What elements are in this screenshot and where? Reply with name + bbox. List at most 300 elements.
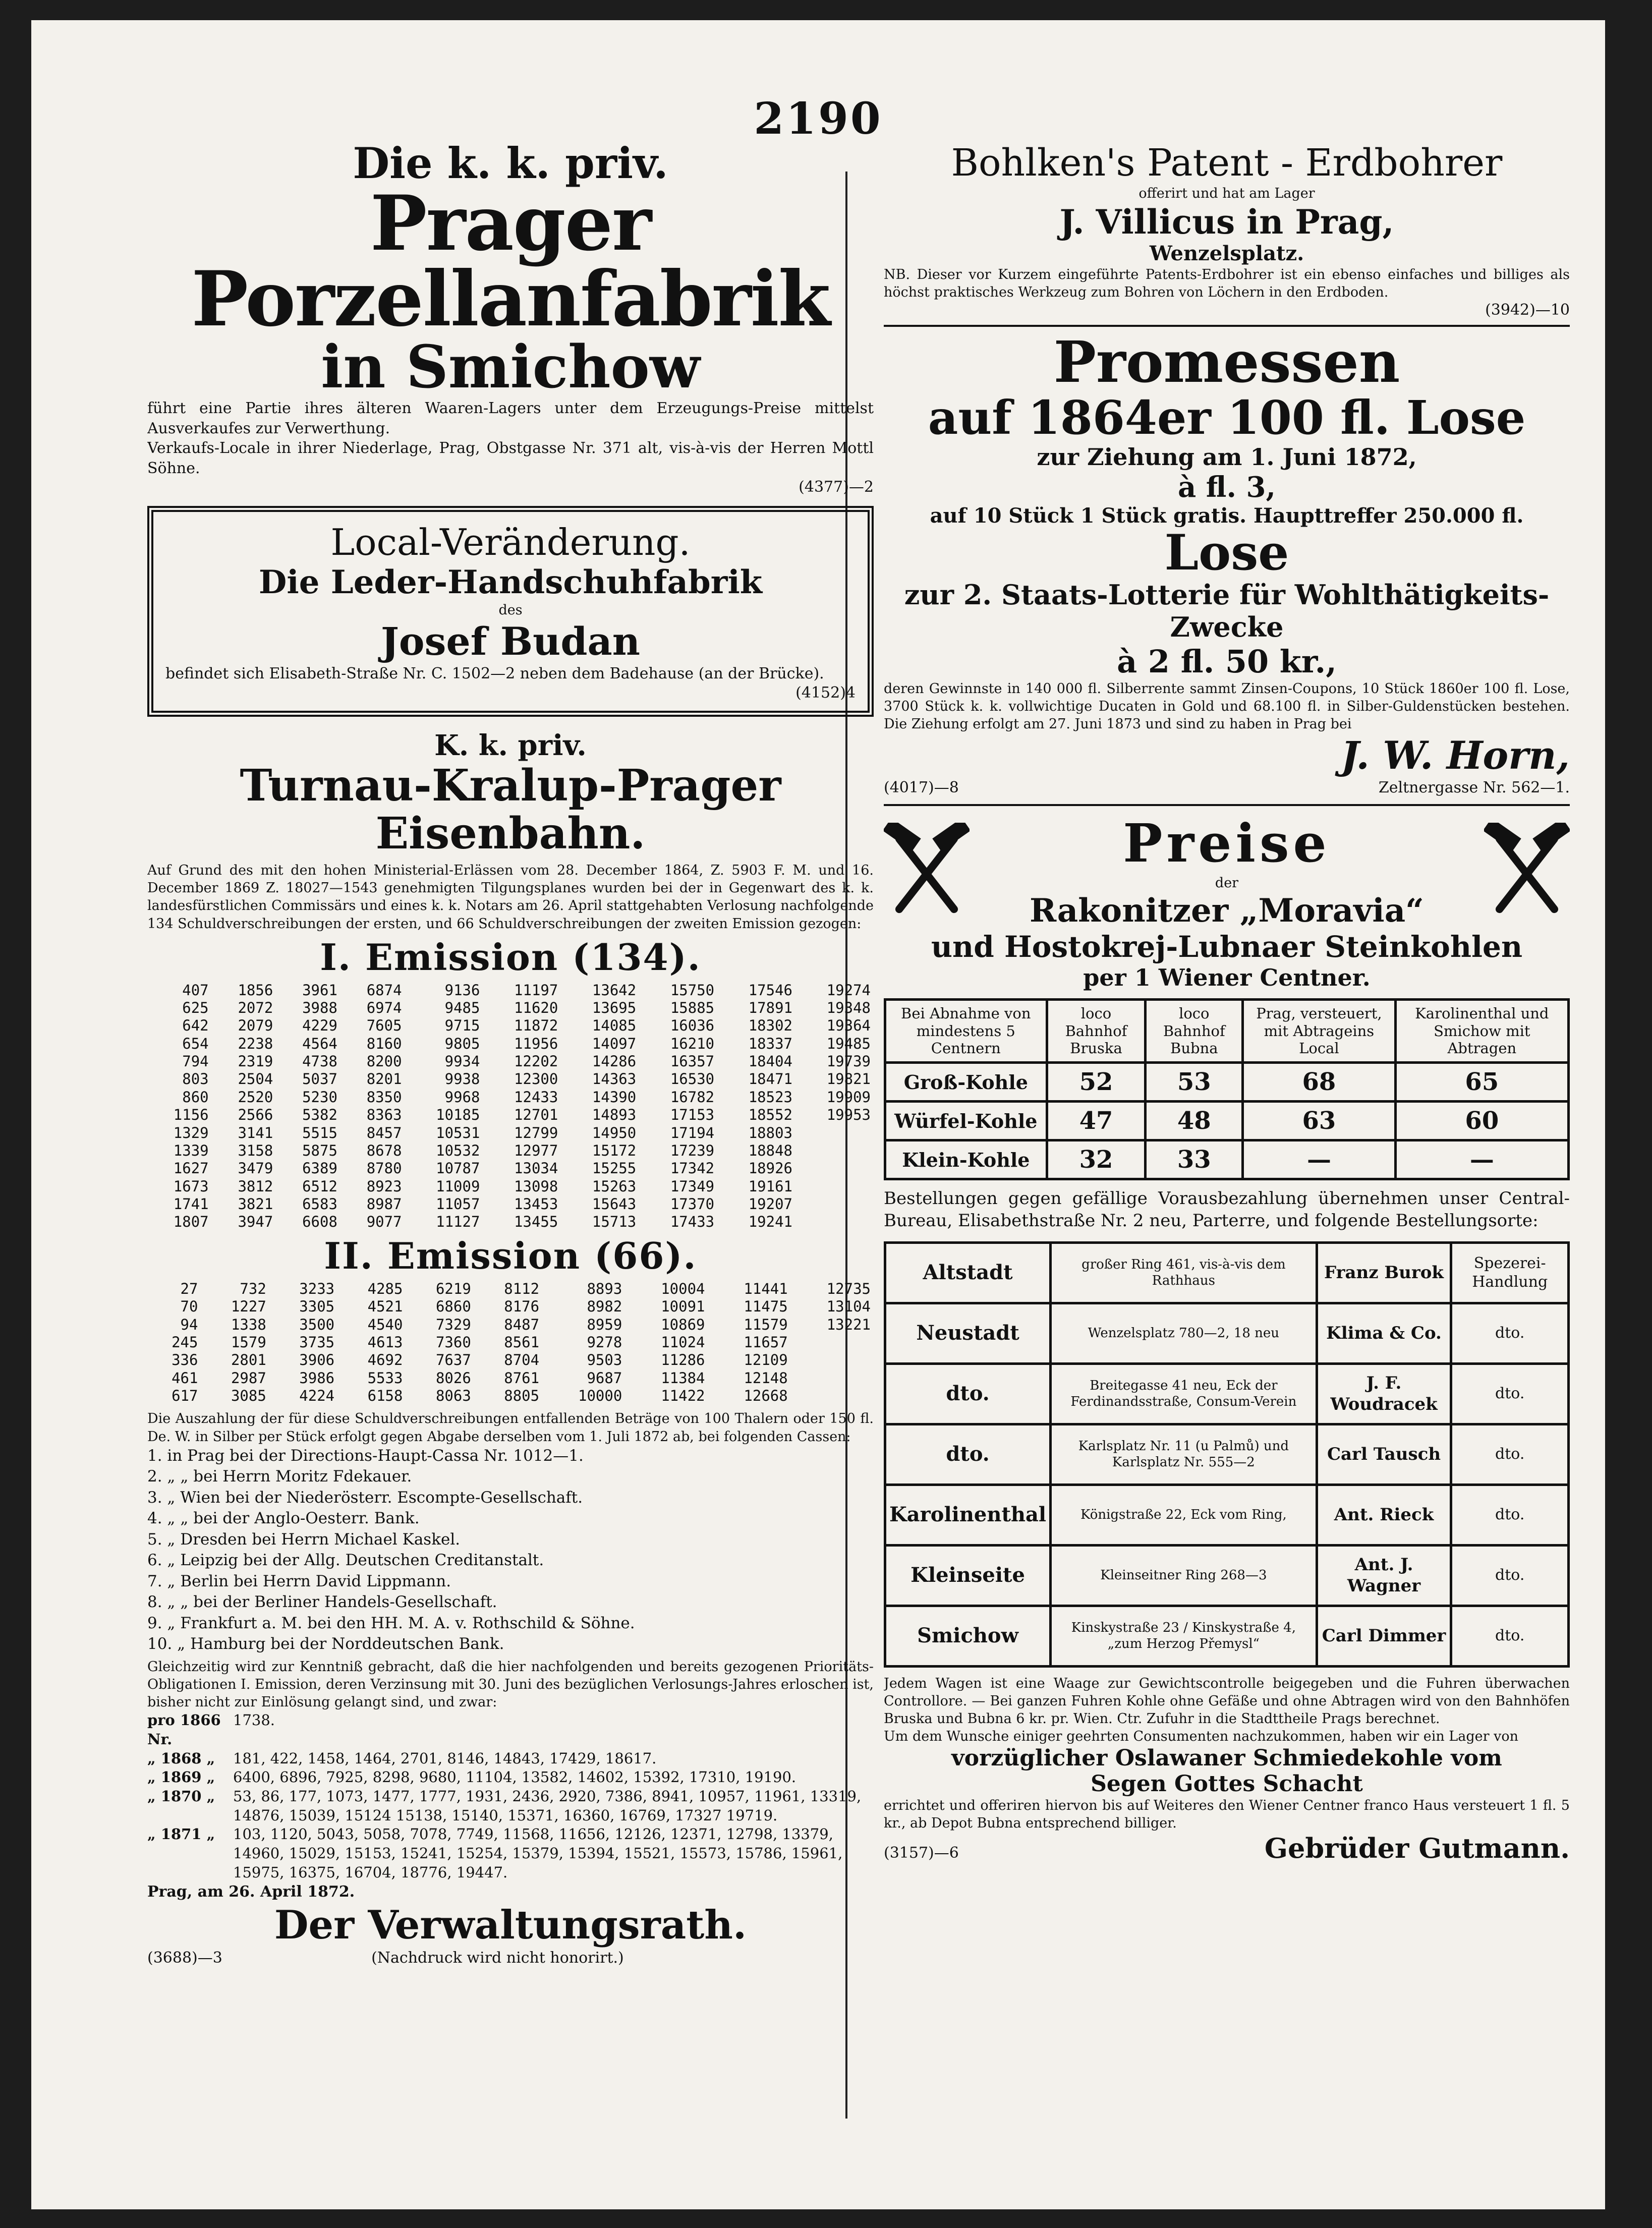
number-cell: 12799 [514, 1124, 558, 1141]
number-row [147, 1160, 874, 1177]
ad-kohle-title: Preise [1123, 812, 1331, 874]
number-cell: 860 [182, 1088, 209, 1106]
ad-eisenbahn-title: Turnau-Kralup-Prager Eisenbahn. [240, 760, 781, 859]
ad-budan-line1: Local-Veränderung. [330, 521, 691, 564]
number-cell: 18523 [748, 1088, 793, 1106]
number-cell: 11422 [661, 1387, 705, 1405]
number-cell: 18803 [748, 1124, 793, 1141]
number-row [147, 1369, 874, 1387]
coal-header-cell: loco Bahnhof Bruska [1047, 999, 1146, 1062]
number-cell: 8959 [587, 1316, 622, 1333]
number-cell: 14390 [592, 1088, 637, 1106]
coal-type: Würfel-Kohle [885, 1102, 1047, 1140]
depot-district: Smichow [885, 1606, 1051, 1666]
number-cell: 14097 [592, 1035, 637, 1052]
year-row [147, 1768, 874, 1787]
ad-porzellan-place: in Smichow [321, 333, 700, 402]
emission2-title: II. Emission (66). [324, 1234, 697, 1277]
number-cell: 15750 [670, 981, 715, 999]
year-numbers: 103, 1120, 5043, 5058, 7078, 7749, 11568, 11656, 12126, 12371, 12798, 13379, 14960, 15029, 15153, 15241, 15254, 15379, 15394, 15521, 15573, 15786, 15961, 15975, 16375, 16704, 18776, 19447. [233, 1825, 843, 1881]
depot-row [885, 1606, 1569, 1666]
depot-district: dto. [885, 1363, 1051, 1424]
depot-address: Karlsplatz Nr. 11 (u Palmů) und Karlsplatz Nr. 555—2 [1051, 1424, 1317, 1484]
depot-merchant: Ant. J. Wagner [1317, 1545, 1451, 1606]
number-row [147, 982, 874, 999]
coal-price: 53 [1146, 1063, 1243, 1102]
ad-erdbohrer-ref: (3942)—10 [1485, 301, 1570, 319]
depot-row [885, 1363, 1569, 1424]
ad-porzellan-line1: Die k. k. priv. [353, 141, 668, 188]
ad-promessen-ref: (4017)—8 [884, 779, 959, 797]
number-cell: 3305 [299, 1298, 335, 1316]
number-cell: 617 [172, 1387, 198, 1405]
payment-text: Die Auszahlung der für diese Schuldverschreibungen entfallenden Beträge von 100 Thalern oder 150 fl. De. W. in Silber per Stück erfolgt gegen Abgabe derselben vom 1. Juli 1872 ab, bei folgenden Cassen: [147, 1411, 874, 1445]
ad-promessen-line3: zur Ziehung am 1. Juni 1872, [1037, 443, 1417, 471]
number-cell: 19953 [826, 1106, 871, 1124]
years-list [147, 1711, 874, 1882]
coal-type: Groß-Kohle [885, 1063, 1047, 1102]
number-cell: 4285 [367, 1280, 403, 1297]
year-label: „ 1871 „ [147, 1825, 215, 1843]
ad-eisenbahn-intro: Auf Grund des mit den hohen Ministerial-Erlässen vom 28. December 1864, Z. 5903 F. M. und 16. December 1869 Z. 18027—1543 genehmigten Tilgungsplanes wurden bei der in Gegenwart des k. k. landesfürstlichen Commissärs und eines k. k. Notars am 26. April stattgehabten Verlosung nachfolgende 134 Schuldverschreibungen der ersten, und 66 Schuldverschreibungen der zweiten Emission gezogen: [147, 863, 874, 932]
ad-promessen-line5: auf 10 Stück 1 Stück gratis. Haupttreffer 250.000 fl. [930, 504, 1524, 528]
crossed-hammers-icon [1484, 823, 1570, 919]
number-cell: 9934 [444, 1053, 480, 1070]
number-cell: 3141 [238, 1124, 273, 1141]
depot-type: dto. [1451, 1363, 1569, 1424]
depot-district: Neustadt [885, 1303, 1051, 1363]
depot-address: Wenzelsplatz 780—2, 18 neu [1051, 1303, 1317, 1363]
coal-type: Klein-Kohle [885, 1140, 1047, 1179]
year-numbers: 181, 422, 1458, 1464, 2701, 8146, 14843, 17429, 18617. [233, 1749, 657, 1767]
number-cell: 2987 [231, 1369, 266, 1387]
number-cell: 2566 [238, 1106, 273, 1124]
rule [884, 804, 1570, 806]
ad-promessen-line8: à 2 fl. 50 kr., [1117, 643, 1337, 680]
depot-type: dto. [1451, 1484, 1569, 1545]
number-cell: 1579 [231, 1333, 266, 1351]
number-cell: 3961 [302, 981, 337, 999]
cassa-item: 10. „ Hamburg bei der Norddeutschen Bank. [147, 1635, 504, 1653]
number-cell: 11127 [436, 1213, 480, 1231]
number-cell: 11057 [436, 1195, 480, 1213]
ad-kohle-line6: Segen Gottes Schacht [1091, 1770, 1363, 1797]
number-cell: 625 [182, 999, 209, 1016]
number-cell: 10091 [661, 1298, 705, 1316]
depot-district: Altstadt [885, 1242, 1051, 1303]
number-cell: 7329 [435, 1316, 471, 1333]
ad-kohle-ref: (3157)—6 [884, 1844, 959, 1862]
prior-text: Gleichzeitig wird zur Kenntniß gebracht, daß die hier nachfolgenden und bereits gezogenen Prioritäts-Obligationen I. Emission, deren Verzinsung mit 30. Juni des bezüglichen Verlosungs-Jahres erloschen ist, bisher nicht zur Einlösung gelangt sind, und zwar: [147, 1659, 874, 1710]
number-cell: 2319 [238, 1053, 273, 1070]
depot-merchant: Franz Burok [1317, 1242, 1451, 1303]
number-cell: 9503 [587, 1351, 622, 1369]
number-cell: 1673 [173, 1177, 209, 1195]
number-cell: 5875 [302, 1141, 337, 1159]
number-cell: 1807 [173, 1213, 209, 1231]
ad-promessen-name: J. W. Horn, [1341, 733, 1570, 778]
number-cell: 13453 [514, 1195, 558, 1213]
number-cell: 8982 [587, 1298, 622, 1316]
number-cell: 9485 [444, 999, 480, 1016]
signature: Der Verwaltungsrath. [274, 1902, 747, 1949]
number-cell [795, 1213, 874, 1231]
number-cell: 654 [182, 1035, 209, 1052]
ad-erdbohrer-name: J. Villicus in Prag, [1059, 202, 1394, 242]
number-cell: 5037 [302, 1070, 337, 1088]
coal-header-cell: Prag, versteuert, mit Abtrageins Local [1243, 999, 1395, 1062]
year-label: „ 1868 „ [147, 1749, 215, 1767]
number-cell: 8350 [366, 1088, 402, 1106]
number-cell: 17891 [748, 999, 793, 1016]
number-row [147, 1280, 874, 1298]
number-cell: 732 [240, 1280, 266, 1297]
coal-price: 33 [1146, 1140, 1243, 1179]
number-cell: 10185 [436, 1106, 480, 1124]
number-cell: 18302 [748, 1017, 793, 1035]
number-cell: 13104 [826, 1298, 871, 1316]
number-row [147, 1298, 874, 1316]
ad-porzellan-body: führt eine Partie ihres älteren Waaren-Lagers unter dem Erzeugungs-Preise mittelst Ausverkaufes zur Verwerthung. [147, 399, 874, 437]
ad-erdbohrer-title: Bohlken's Patent - Erdbohrer [951, 141, 1503, 185]
number-cell [795, 1160, 874, 1177]
cassa-item: 2. „ „ bei Herrn Moritz Fdekauer. [147, 1467, 412, 1486]
ad-porzellan-title: Prager Porzellanfabrik [191, 179, 830, 344]
number-row [147, 1195, 874, 1213]
number-cell: 18337 [748, 1035, 793, 1052]
number-cell [791, 1351, 874, 1369]
number-cell: 6512 [302, 1177, 337, 1195]
number-cell: 8026 [435, 1369, 471, 1387]
ad-erdbohrer-sub: offerirt und hat am Lager [1138, 186, 1315, 201]
number-cell: 15255 [592, 1160, 637, 1177]
number-cell: 11579 [744, 1316, 788, 1333]
number-cell: 6389 [302, 1160, 337, 1177]
rule [884, 325, 1570, 327]
number-cell: 3085 [231, 1387, 266, 1405]
number-cell: 4613 [367, 1333, 403, 1351]
number-cell: 11024 [661, 1333, 705, 1351]
cassa-item: 1. in Prag bei der Directions-Haupt-Cassa Nr. 1012—1. [147, 1446, 584, 1465]
number-cell [795, 1142, 874, 1160]
right-column [884, 141, 1570, 2174]
number-cell: 17194 [670, 1124, 715, 1141]
number-row [147, 1089, 874, 1106]
number-cell: 19274 [826, 981, 871, 999]
ad-budan-box [147, 506, 874, 717]
ad-kohle-line3: und Hostokrej-Lubnaer Steinkohlen [931, 929, 1523, 964]
depot-district: Kleinseite [885, 1545, 1051, 1606]
number-cell: 11384 [661, 1369, 705, 1387]
number-row [147, 1387, 874, 1405]
number-row [147, 1106, 874, 1124]
coal-price: — [1395, 1140, 1568, 1179]
number-cell: 4521 [367, 1298, 403, 1316]
page-number: 2190 [754, 93, 883, 144]
number-cell: 4738 [302, 1053, 337, 1070]
newspaper-page [31, 20, 1605, 2209]
number-cell: 3735 [299, 1333, 335, 1351]
number-cell: 15643 [592, 1195, 637, 1213]
cassa-item: 9. „ Frankfurt a. M. bei den HH. M. A. v. Rothschild & Söhne. [147, 1614, 635, 1632]
number-cell: 3158 [238, 1141, 273, 1159]
coal-price: — [1243, 1140, 1395, 1179]
number-cell: 14893 [592, 1106, 637, 1124]
number-cell: 17546 [748, 981, 793, 999]
number-cell: 16530 [670, 1070, 715, 1088]
number-cell: 2520 [238, 1088, 273, 1106]
ad-eisenbahn-ref: (3688)—3 [147, 1949, 222, 1967]
ad-eisenbahn [147, 729, 874, 1968]
number-cell: 19821 [826, 1070, 871, 1088]
number-cell: 1339 [173, 1141, 209, 1159]
ad-kohle-note1: Jedem Wagen ist eine Waage zur Gewichtscontrolle beigegeben und die Fuhren überwachen Controllore. — Bei ganzen Fuhren Kohle ohne Gefäße und ohne Abtragen wird von den Bahnhöfen Bruska und Bubna 6 kr. pr. Wien. Ctr. Zufuhr in die Stadttheile Prags berechnet. [884, 1675, 1570, 1727]
depot-merchant: Carl Dimmer [1317, 1606, 1451, 1666]
ad-erdbohrer [884, 141, 1570, 319]
year-row [147, 1749, 874, 1768]
number-cell: 6860 [435, 1298, 471, 1316]
number-cell: 3479 [238, 1160, 273, 1177]
coal-row [885, 1063, 1569, 1102]
number-cell: 15713 [592, 1213, 637, 1231]
number-cell: 13034 [514, 1160, 558, 1177]
number-cell: 11475 [744, 1298, 788, 1316]
number-cell [791, 1334, 874, 1351]
coal-price: 68 [1243, 1063, 1395, 1102]
ad-kohle-header [884, 812, 1570, 930]
number-cell: 14950 [592, 1124, 637, 1141]
number-cell: 19909 [826, 1088, 871, 1106]
ad-promessen-addr: Zeltnergasse Nr. 562—1. [1378, 779, 1570, 797]
number-cell: 17342 [670, 1160, 715, 1177]
number-cell: 2801 [231, 1351, 266, 1369]
ad-kohle-order: Bestellungen gegen gefällige Vorausbezahlung übernehmen unser Central-Bureau, Elisabethstraße Nr. 2 neu, Parterre, und folgende Bestellungsorte: [884, 1188, 1570, 1231]
number-cell: 19364 [826, 1017, 871, 1035]
coal-header-cell: Bei Abnahme von mindestens 5 Centnern [885, 999, 1047, 1062]
ad-budan-body: befindet sich Elisabeth-Straße Nr. C. 1502—2 neben dem Badehause (an der Brücke). [165, 665, 824, 683]
year-numbers: 1738. [233, 1711, 275, 1729]
number-cell: 5533 [367, 1369, 403, 1387]
number-cell: 12202 [514, 1053, 558, 1070]
coal-price-table [884, 998, 1570, 1180]
depot-row [885, 1242, 1569, 1303]
number-cell: 4692 [367, 1351, 403, 1369]
number-cell: 9938 [444, 1070, 480, 1088]
number-cell: 70 [180, 1298, 198, 1316]
depot-address: großer Ring 461, vis-à-vis dem Rathhaus [1051, 1242, 1317, 1303]
number-cell: 12109 [744, 1351, 788, 1369]
number-cell: 9687 [587, 1369, 622, 1387]
number-cell: 6158 [367, 1387, 403, 1405]
number-row [147, 1035, 874, 1053]
number-cell: 12668 [744, 1387, 788, 1405]
number-cell: 12300 [514, 1070, 558, 1088]
number-cell: 19739 [826, 1053, 871, 1070]
ad-porzellanfabrik [147, 141, 874, 496]
number-cell: 7360 [435, 1333, 471, 1351]
number-cell: 6874 [366, 981, 402, 999]
ad-kohle-line2: Rakonitzer „Moravia“ [1030, 891, 1424, 930]
number-cell: 5515 [302, 1124, 337, 1141]
number-cell: 14286 [592, 1053, 637, 1070]
number-cell: 19207 [748, 1195, 793, 1213]
depot-district: dto. [885, 1424, 1051, 1484]
depot-merchant: J. F. Woudracek [1317, 1363, 1451, 1424]
number-cell: 19241 [748, 1213, 793, 1231]
depot-address: Kleinseitner Ring 268—3 [1051, 1545, 1317, 1606]
cassa-item: 7. „ Berlin bei Herrn David Lippmann. [147, 1572, 451, 1590]
year-row [147, 1825, 874, 1882]
number-cell: 3906 [299, 1351, 335, 1369]
number-cell: 17433 [670, 1213, 715, 1231]
number-cell: 19348 [826, 999, 871, 1016]
number-cell: 2238 [238, 1035, 273, 1052]
ad-promessen-footer [884, 778, 1570, 798]
ad-budan-ref: (4152)4 [795, 684, 856, 702]
coal-row [885, 1102, 1569, 1140]
ad-promessen-line4: à fl. 3, [1178, 471, 1276, 504]
number-cell: 9968 [444, 1088, 480, 1106]
number-cell: 8893 [587, 1280, 622, 1297]
ad-promessen-body: deren Gewinnste in 140 000 fl. Silberrente sammt Zinsen-Coupons, 10 Stück 1860er 100 fl. Lose, 3700 Stück k. k. vollwichtige Ducaten in Gold und 68.100 fl. in Silber-Guldenstücken bestehen. Die Ziehung erfolgt am 27. Juni 1873 und sind zu haben in Prag bei [884, 680, 1570, 732]
coal-price: 65 [1395, 1063, 1568, 1102]
cassa-item: 3. „ Wien bei der Niederösterr. Escompte-Gesellschaft. [147, 1488, 583, 1507]
number-cell: 16210 [670, 1035, 715, 1052]
depot-row [885, 1545, 1569, 1606]
coal-price: 47 [1047, 1102, 1146, 1140]
coal-header-cell: loco Bahnhof Bubna [1146, 999, 1243, 1062]
number-cell: 6608 [302, 1213, 337, 1231]
number-cell: 1856 [238, 981, 273, 999]
ad-porzellan-body2: Verkaufs-Locale in ihrer Niederlage, Prag, Obstgasse Nr. 371 alt, vis-à-vis der Herren Mottl Söhne. [147, 439, 874, 477]
number-cell: 15172 [592, 1141, 637, 1159]
number-cell: 11197 [514, 981, 558, 999]
number-cell: 9077 [366, 1213, 402, 1231]
ad-kohle-note3: errichtet und offeriren hiervon bis auf Weiteres den Wiener Centner franco Haus versteuert 1 fl. 5 kr., ab Depot Bubna entsprechend billiger. [884, 1797, 1570, 1832]
number-cell: 8780 [366, 1160, 402, 1177]
number-cell: 3947 [238, 1213, 273, 1231]
number-cell: 10531 [436, 1124, 480, 1141]
number-cell: 19485 [826, 1035, 871, 1052]
coal-price: 48 [1146, 1102, 1243, 1140]
number-cell: 16782 [670, 1088, 715, 1106]
depot-merchant: Carl Tausch [1317, 1424, 1451, 1484]
number-cell: 14085 [592, 1017, 637, 1035]
number-cell: 6583 [302, 1195, 337, 1213]
number-row [147, 1316, 874, 1334]
number-cell: 642 [182, 1017, 209, 1035]
ad-kohle-footer [884, 1832, 1570, 1864]
number-cell: 8487 [504, 1316, 540, 1333]
number-cell: 16036 [670, 1017, 715, 1035]
ad-promessen-line7: zur 2. Staats-Lotterie für Wohlthätigkeits-Zwecke [904, 578, 1550, 643]
number-cell: 11009 [436, 1177, 480, 1195]
number-cell: 8112 [504, 1280, 540, 1297]
number-cell: 1627 [173, 1160, 209, 1177]
ad-kohle-note2: Um dem Wunsche einiger geehrten Consumenten nachzukommen, haben wir ein Lager von [884, 1728, 1518, 1744]
number-cell: 19161 [748, 1177, 793, 1195]
depot-row [885, 1424, 1569, 1484]
depot-type: dto. [1451, 1303, 1569, 1363]
year-row [147, 1787, 874, 1825]
number-cell: 11956 [514, 1035, 558, 1052]
ad-kohle-der: der [1215, 875, 1239, 891]
year-label: pro 1866 Nr. [147, 1711, 221, 1748]
depot-merchant: Ant. Rieck [1317, 1484, 1451, 1545]
number-cell: 1338 [231, 1316, 266, 1333]
number-cell: 3986 [299, 1369, 335, 1387]
number-row [147, 1124, 874, 1142]
number-cell: 8805 [504, 1387, 540, 1405]
number-row [147, 1351, 874, 1369]
coal-price: 60 [1395, 1102, 1568, 1140]
number-cell: 11441 [744, 1280, 788, 1297]
depot-address: Königstraße 22, Eck vom Ring, [1051, 1484, 1317, 1545]
number-cell [791, 1369, 874, 1387]
ad-budan-line3: des [498, 602, 523, 618]
number-cell [791, 1387, 874, 1405]
ad-eisenbahn-line1: K. k. priv. [434, 729, 587, 763]
number-cell: 11872 [514, 1017, 558, 1035]
number-cell: 12433 [514, 1088, 558, 1106]
number-cell [795, 1178, 874, 1195]
number-cell: 3988 [302, 999, 337, 1016]
number-cell: 6219 [435, 1280, 471, 1297]
number-cell: 461 [172, 1369, 198, 1387]
number-cell: 10532 [436, 1141, 480, 1159]
number-cell: 94 [180, 1316, 198, 1333]
emission2-table [147, 1280, 874, 1405]
number-row [147, 1178, 874, 1195]
ad-kohle-line5: vorzüglicher Oslawaner Schmiedekohle vom [951, 1745, 1502, 1771]
number-cell: 8457 [366, 1124, 402, 1141]
number-cell: 8761 [504, 1369, 540, 1387]
emission1-table [147, 982, 874, 1231]
number-cell: 15263 [592, 1177, 637, 1195]
depot-table [884, 1241, 1570, 1668]
number-cell: 1227 [231, 1298, 266, 1316]
depot-address: Kinskystraße 23 / Kinskystraße 4, „zum Herzog Přemysl“ [1051, 1606, 1317, 1666]
number-cell: 12148 [744, 1369, 788, 1387]
number-cell: 10004 [661, 1280, 705, 1297]
number-cell: 9805 [444, 1035, 480, 1052]
number-cell: 8987 [366, 1195, 402, 1213]
number-cell: 5382 [302, 1106, 337, 1124]
number-cell: 8200 [366, 1053, 402, 1070]
number-cell: 3821 [238, 1195, 273, 1213]
cassa-item: 8. „ „ bei der Berliner Handels-Gesellschaft. [147, 1593, 497, 1612]
ad-eisenbahn-footer [147, 1948, 874, 1968]
ad-erdbohrer-nb: NB. Dieser vor Kurzem eingeführte Patents-Erdbohrer ist ein ebenso einfaches und billiges als höchst praktisches Werkzeug zum Bohren von Löchern in den Erdboden. [884, 267, 1570, 301]
ad-kohle-line4: per 1 Wiener Centner. [1083, 963, 1371, 991]
number-row [147, 1070, 874, 1088]
number-cell: 407 [182, 981, 209, 999]
number-cell: 9278 [587, 1333, 622, 1351]
cassa-item: 4. „ „ bei der Anglo-Oesterr. Bank. [147, 1509, 420, 1528]
crossed-hammers-icon [884, 823, 970, 919]
number-cell: 4224 [299, 1387, 335, 1405]
number-cell: 15885 [670, 999, 715, 1016]
number-cell: 13221 [826, 1316, 871, 1333]
ad-kohle [884, 812, 1570, 1864]
number-cell: 336 [172, 1351, 198, 1369]
number-cell: 18848 [748, 1141, 793, 1159]
number-cell: 12735 [826, 1280, 871, 1297]
cassa-item: 6. „ Leipzig bei der Allg. Deutschen Creditanstalt. [147, 1551, 544, 1570]
ad-budan-line2: Die Leder-Handschuhfabrik [258, 563, 763, 602]
number-cell: 11286 [661, 1351, 705, 1369]
year-label: „ 1870 „ [147, 1788, 215, 1805]
